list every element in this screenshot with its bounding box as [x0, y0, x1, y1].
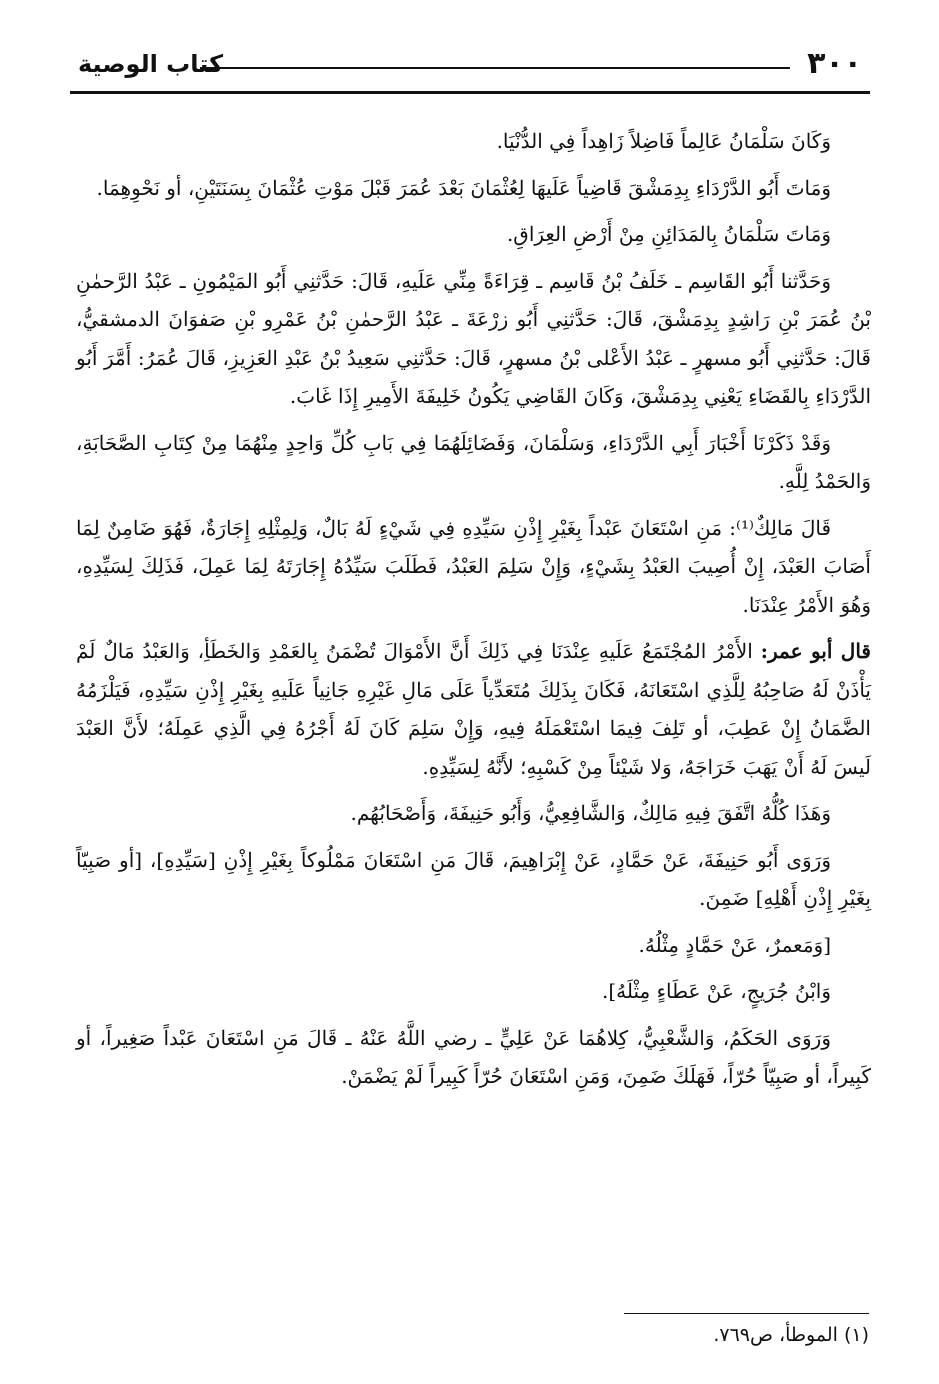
paragraph-text: [وَمَعمرٌ، عَنْ حَمَّادٍ مِثْلُهُ.: [638, 932, 831, 957]
paragraph: [76, 1019, 871, 1096]
paragraph: [76, 926, 871, 965]
paragraph-text: وَرَوَى أَبُو حَنِيفَةَ، عَنْ حَمَّادٍ، عَنْ إِبْرَاهِيمَ، قَالَ مَنِ اسْتَعَانَ مَمْلُوكاً بِغَيْرِ إِذْنِ [سَيِّدِهِ]، [أو صَبِيّاً بِغَيْرِ إِذْنِ أَهْلِهِ] ضَمِنَ.: [76, 847, 871, 910]
footnote-rule: [624, 1313, 869, 1314]
paragraph-label: قال أبو عمر:: [760, 639, 871, 663]
paragraph: [76, 424, 871, 501]
paragraph: [76, 122, 871, 161]
paragraph: [76, 841, 871, 918]
paragraph-text: وَرَوَى الحَكَمُ، وَالشَّعْبِيُّ، كِلاهُمَا عَنْ عَلِيٍّ ـ رضي اللَّهُ عَنْهُ ـ قَالَ مَنِ اسْتَعَانَ عَبْداً صَغِيراً، أو كَبِيراً، أو صَبِيّاً حُرّاً، فَهَلَكَ ضَمِنَ، وَمَنِ اسْتَعَانَ حُرّاً كَبِيراً لَمْ يَضْمَنْ.: [76, 1025, 871, 1088]
paragraph: [76, 794, 871, 833]
paragraph: [76, 509, 871, 625]
paragraph: [76, 262, 871, 416]
running-title: كتاب الوصية: [78, 50, 224, 78]
paragraph: [76, 972, 871, 1011]
paragraph: [76, 632, 871, 786]
page-header: [70, 42, 870, 90]
header-rule: [70, 91, 870, 94]
paragraph-text: وَهَذَا كُلُّهُ اتَّفَقَ فِيهِ مَالِكٌ، وَالشَّافِعِيُّ، وَأَبُو حَنِيفَةَ، وَأَصْحَابُهُم.: [350, 801, 831, 825]
paragraph: [76, 169, 871, 208]
paragraph-text: وَمَاتَ أَبُو الدَّرْدَاءِ بِدِمَشْقَ قَاضِياً عَلَيهَا لِعُثْمَانَ بَعْدَ عُمَرَ قَبْلَ مَوْتِ عُثْمَانَ بِسَنَتَيْنِ، أو نَحْوِهِمَا.: [96, 175, 831, 200]
paragraph-text: وَمَاتَ سَلْمَانُ بِالمَدَائِنِ مِنْ أَرْضِ العِرَاقِ.: [506, 222, 831, 246]
paragraph-text: قَالَ مَالِكٌ⁽¹⁾: مَنِ اسْتَعَانَ عَبْداً بِغَيْرِ إِذْنِ سَيِّدِهِ فِي شَيْءٍ لَهُ بَالٌ، وَلِمِثْلِهِ إِجَارَةٌ، فَهُوَ ضَامِنٌ لِمَا أَصَابَ العَبْدَ، إِنْ أُصِيبَ العَبْدُ بِشَيْءٍ، وَإِنْ سَلِمَ العَبْدُ، فَطَلَبَ سَيِّدُهُ إِجَارَتَهُ لِمَا عَمِلَ، فَذَلِكَ لِسَيِّدِهِ، وَهُوَ الأَمْرُ عِنْدَنَا.: [76, 515, 871, 617]
footnote: (١) الموطأ، ص٧٦٩.: [713, 1324, 869, 1346]
paragraph-text: وَقَدْ ذَكَرْنَا أَخْبَارَ أَبِي الدَّرْدَاءِ، وَسَلْمَانَ، وَفَضَائِلَهُمَا فِي بَابِ كُلِّ وَاحِدٍ مِنْهُمَا مِنْ كِتَابِ الصَّحَابَةِ، وَالحَمْدُ لِلَّهِ.: [76, 430, 871, 493]
header-dash: [200, 67, 790, 69]
paragraph-text: وَحَدَّثنا أَبُو القَاسِم ـ خَلَفُ بْنُ قَاسِم ـ قِرَاءَةً مِنِّي عَلَيهِ، قَالَ: حَدَّثنِي أَبُو المَيْمُونِ ـ عَبْدُ الرَّحمٰنِ بْنُ عُمَرَ بْنِ رَاشِدٍ بِدِمَشْقَ، قَالَ: حَدَّثنِي أَبُو زرْعَةَ ـ عَبْدُ الرَّحمٰنِ بْنُ عَمْرِو بْنِ صَفوَانَ الدمشقيُّ، قَالَ: حَدَّثنِي أَبُو مسهرٍ ـ عَبْدُ الأَعْلى بْنُ مسهرٍ، قَالَ: حَدَّثنِي سَعِيدُ بْنُ عَبْدِ العَزِيزِ، قَالَ عُمَرُ: أَمَّرَ أَبُو الدَّرْدَاءِ بِالقَضَاءِ يَعْنِي بِدِمَشْقَ، وَكَانَ القَاضِي يَكُونُ خَلِيفَةَ الأَمِيرِ إِذَا غَابَ.: [76, 268, 871, 408]
body-text: [76, 122, 871, 1104]
paragraph-text: وَابْنُ جُرَيجٍ، عَنْ عَطَاءٍ مِثْلَهُ].: [601, 979, 831, 1003]
page-number: ٣٠٠: [807, 46, 862, 81]
paragraph-text: وَكَانَ سَلْمَانُ عَالِماً فَاضِلاً زَاهِداً فِي الدُّنْيَا.: [496, 129, 831, 153]
paragraph-text: الأَمْرُ المُجْتَمَعُ عَلَيهِ عِنْدَنَا فِي ذَلِكَ أَنَّ الأَمْوَالَ تُضْمَنُ بِالعَمْدِ وَالخَطَأِ، وَالعَبْدُ مَالٌ لَمْ يَأْذَنْ لَهُ صَاحِبُهُ لِلَّذِي اسْتَعَانَهُ، فَكَانَ بِذَلِكَ مُتَعَدِّياً عَلَى مَالِ غَيْرِهِ جَانِياً عَلَيهِ بِغَيْرِ إِذْنِ سَيِّدِهِ، فَيَلْزَمُهُ الضَّمَانُ إِنْ عَطِبَ، أو تَلِفَ فِيمَا اسْتَعْمَلَهُ فِيهِ، وَإِنْ سَلِمَ كَانَ لَهُ أَجْرُهُ فِي الَّذِي عَمِلَهُ؛ لأَنَّ العَبْدَ لَيسَ لَهُ أَنْ يَهَبَ خَرَاجَهُ، وَلا شَيْئاً مِنْ كَسْبِهِ؛ لأَنَّهُ لِسَيِّدِهِ.: [76, 639, 871, 779]
paragraph: [76, 215, 871, 254]
